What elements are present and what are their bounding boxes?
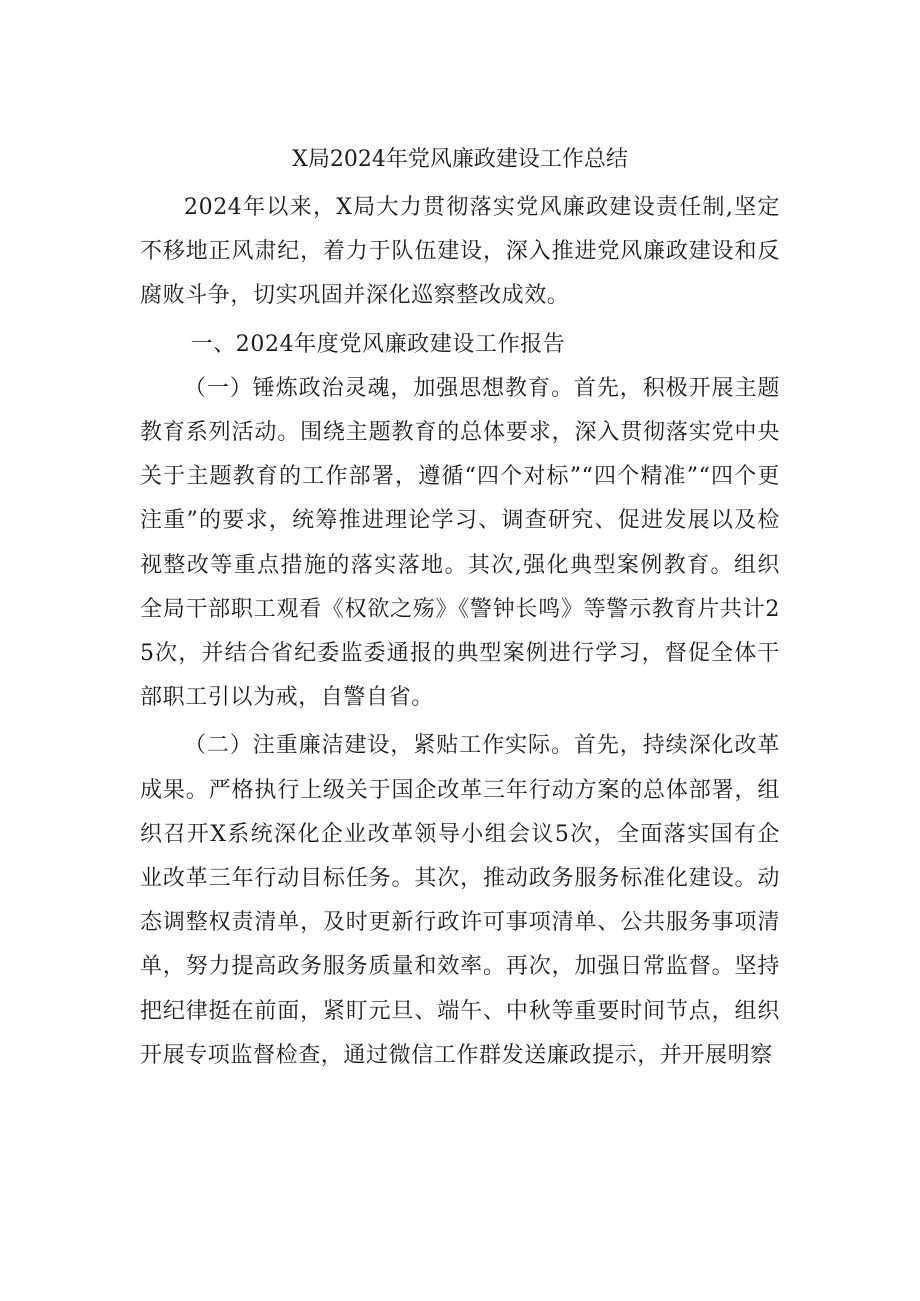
- subsection-2-paragraph: （二）注重廉洁建设，紧贴工作实际。首先，持续深化改革成果。严格执行上级关于国企改革三年行动方案的总体部署，组织召开X系统深化企业改革领导小组会议5次，全面落实国有企业改革三年行动目标任务。其次，推动政务服务标准化建设。动态调整权责清单，及时更新行政许可事项清单、公共服务事项清单，努力提高政务服务质量和效率。再次，加强日常监督。坚持把纪律挺在前面，紧盯元旦、端午、中秋等重要时间节点，组织开展专项监督检查，通过微信工作群发送廉政提示，并开展明察: [140, 733, 780, 1068]
- subsection-1-paragraph: （一）锤炼政治灵魂，加强思想教育。首先，积极开展主题教育系列活动。围绕主题教育的总体要求，深入贯彻落实党中央关于主题教育的工作部署，遵循“四个对标”“四个精准”“四个更注重”的要求，统筹推进理论学习、调查研究、促进发展以及检视整改等重点措施的落实落地。其次,强化典型案例教育。组织全局干部职工观看《权欲之殇》《警钟长鸣》等警示教育片共计25次，并结合省纪委监委通报的典型案例进行学习，督促全体干部职工引以为戒，自警自省。: [140, 375, 780, 711]
- section-heading: 一、2024年度党风廉政建设工作报告: [190, 331, 566, 357]
- document-title: X局2024年党风廉政建设工作总结: [292, 147, 628, 172]
- intro-paragraph: 2024年以来，X局大力贯彻落实党风廉政建设责任制,坚定不移地正风肃纪，着力于队伍建设，深入推进党风廉政建设和反腐败斗争，切实巩固并深化巡察整改成效。: [140, 195, 780, 309]
- document-body: [140, 186, 780, 1078]
